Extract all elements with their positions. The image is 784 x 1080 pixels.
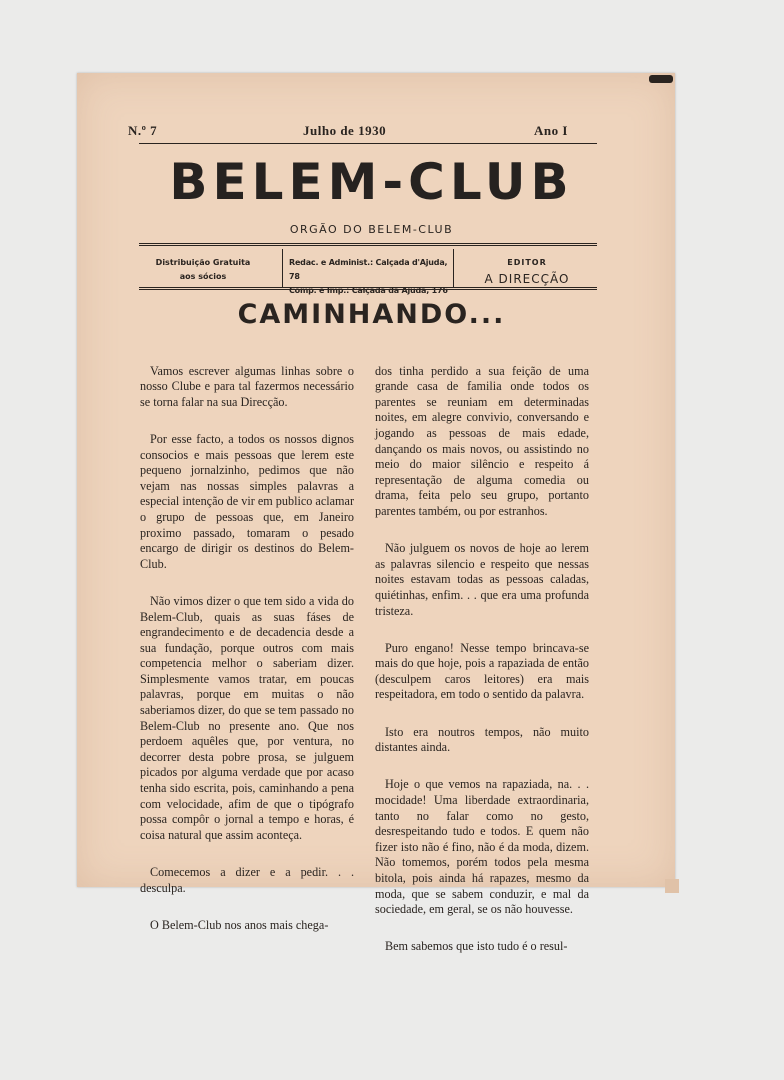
distribution-info	[139, 256, 267, 284]
right-paragraph: dos tinha perdido a sua feição de uma grande casa de familia onde todos os parentes se reuniam em determinadas noites, em alegre convivio, conversando e jogando as pessoas de mais edade, dançando os mais novos, ou assistindo no meio do maior silêncio e respeito á representação de alguma comedia ou drama, feita pelo seu grupo, portanto parentes também, ou por estranhos.	[375, 363, 589, 518]
right-paragraph: Não julguem os novos de hoje ao lerem as palavras silencio e respeito que nessas noites estavam todas as pessoas caladas, quiétinhas, enfim. . . que era uma profunda tristeza.	[375, 541, 589, 618]
editor-label: EDITOR	[507, 258, 547, 267]
address-line-2: Comp. e Imp.: Calçada da Ajuda, 176	[289, 286, 448, 295]
top-rule	[139, 143, 597, 144]
info-top-rule	[139, 243, 597, 246]
issue-year: Ano I	[534, 123, 568, 138]
article-headline: CAMINHANDO...	[237, 299, 506, 330]
issue-number: N.º 7	[128, 123, 158, 138]
distribution-line-2: aos sócios	[179, 272, 227, 281]
left-paragraph: Não vimos dizer o que tem sido a vida do Belem-Club, quais as suas fáses de engrandecimento e de decadencia desde a sua fundação, porque outros com mais competencia melhor o saberiam dizer. Simplesmente vamos tratar, em poucas palavras, porque em muitas o não saberiamos dizer, do que se tem passado no Belem-Club no presente ano. Que nos perdoem aquêles que, por ventura, no decorrer desta pobre prosa, se julguem picados por alguma verdade que por acaso tenha sido escrita, pois, caminhando a pena com velocidade, afim de que o tipógrafo possa compôr o jornal a tempo e horas, é coisa natural que assim aconteça.	[140, 593, 354, 842]
info-divider-2	[453, 249, 454, 287]
issue-date: Julho de 1930	[303, 123, 387, 138]
right-paragraph: Puro engano! Nesse tempo brincava-se mais do que hoje, pois a rapaziada de então (desculpem caros leitores) era mais respeitadora, em todo o sentido da palavra.	[375, 640, 589, 702]
newspaper-subtitle: ORGÃO DO BELEM-CLUB	[289, 223, 454, 236]
address-info	[289, 256, 449, 298]
left-paragraph: Por esse facto, a todos os nossos dignos consocios e mais pessoas que lerem este pequeno jornalzinho, pedimos que não vejam nas nossas simples palavras a especial intenção de vir em publico aclamar o grupo de pessoas que, em Janeiro proximo passado, tomaram o pesado encargo de dirigir os destinos do Belem-Club.	[140, 431, 354, 571]
right-paragraph: Bem sabemos que isto tudo é o resul-	[385, 939, 568, 954]
address-line-1: Redac. e Administ.: Calçada d'Ajuda, 78	[289, 258, 448, 281]
right-paragraph: Isto era noutros tempos, não muito distantes ainda.	[375, 724, 589, 755]
info-divider-1	[282, 249, 283, 287]
right-paragraph: Hoje o que vemos na rapaziada, na. . . mocidade! Uma liberdade extraordinaria, tanto no falar como no gesto, desrespeitando tudo e todos. E quem não fizer isto não é fino, não é da moda, dizem. Não tomemos, porém todos pela mesma bitola, pois ainda há rapazes, mesmo da moda, que se sabem conduzir, e mal da sociedade, em geral, se os não houvesse.	[375, 777, 589, 917]
left-paragraph: Vamos escrever algumas linhas sobre o nosso Clube e para tal fazermos necessário se torna falar na sua Direcção.	[140, 363, 354, 409]
editor-info	[457, 256, 597, 286]
distribution-line-1: Distribuição Gratuita	[155, 258, 251, 267]
info-bottom-rule	[139, 287, 597, 290]
paper-tear-mark	[649, 75, 673, 83]
newspaper-page	[77, 73, 675, 954]
left-paragraph: O Belem-Club nos anos mais chega-	[150, 917, 329, 932]
newspaper-title: BELEM-CLUB	[169, 153, 574, 211]
article-left-column	[140, 348, 354, 955]
editor-name: A DIRECÇÃO	[484, 272, 570, 286]
article-right-column	[375, 348, 589, 977]
left-paragraph: Comecemos a dizer e a pedir. . . desculpa.	[140, 865, 354, 895]
